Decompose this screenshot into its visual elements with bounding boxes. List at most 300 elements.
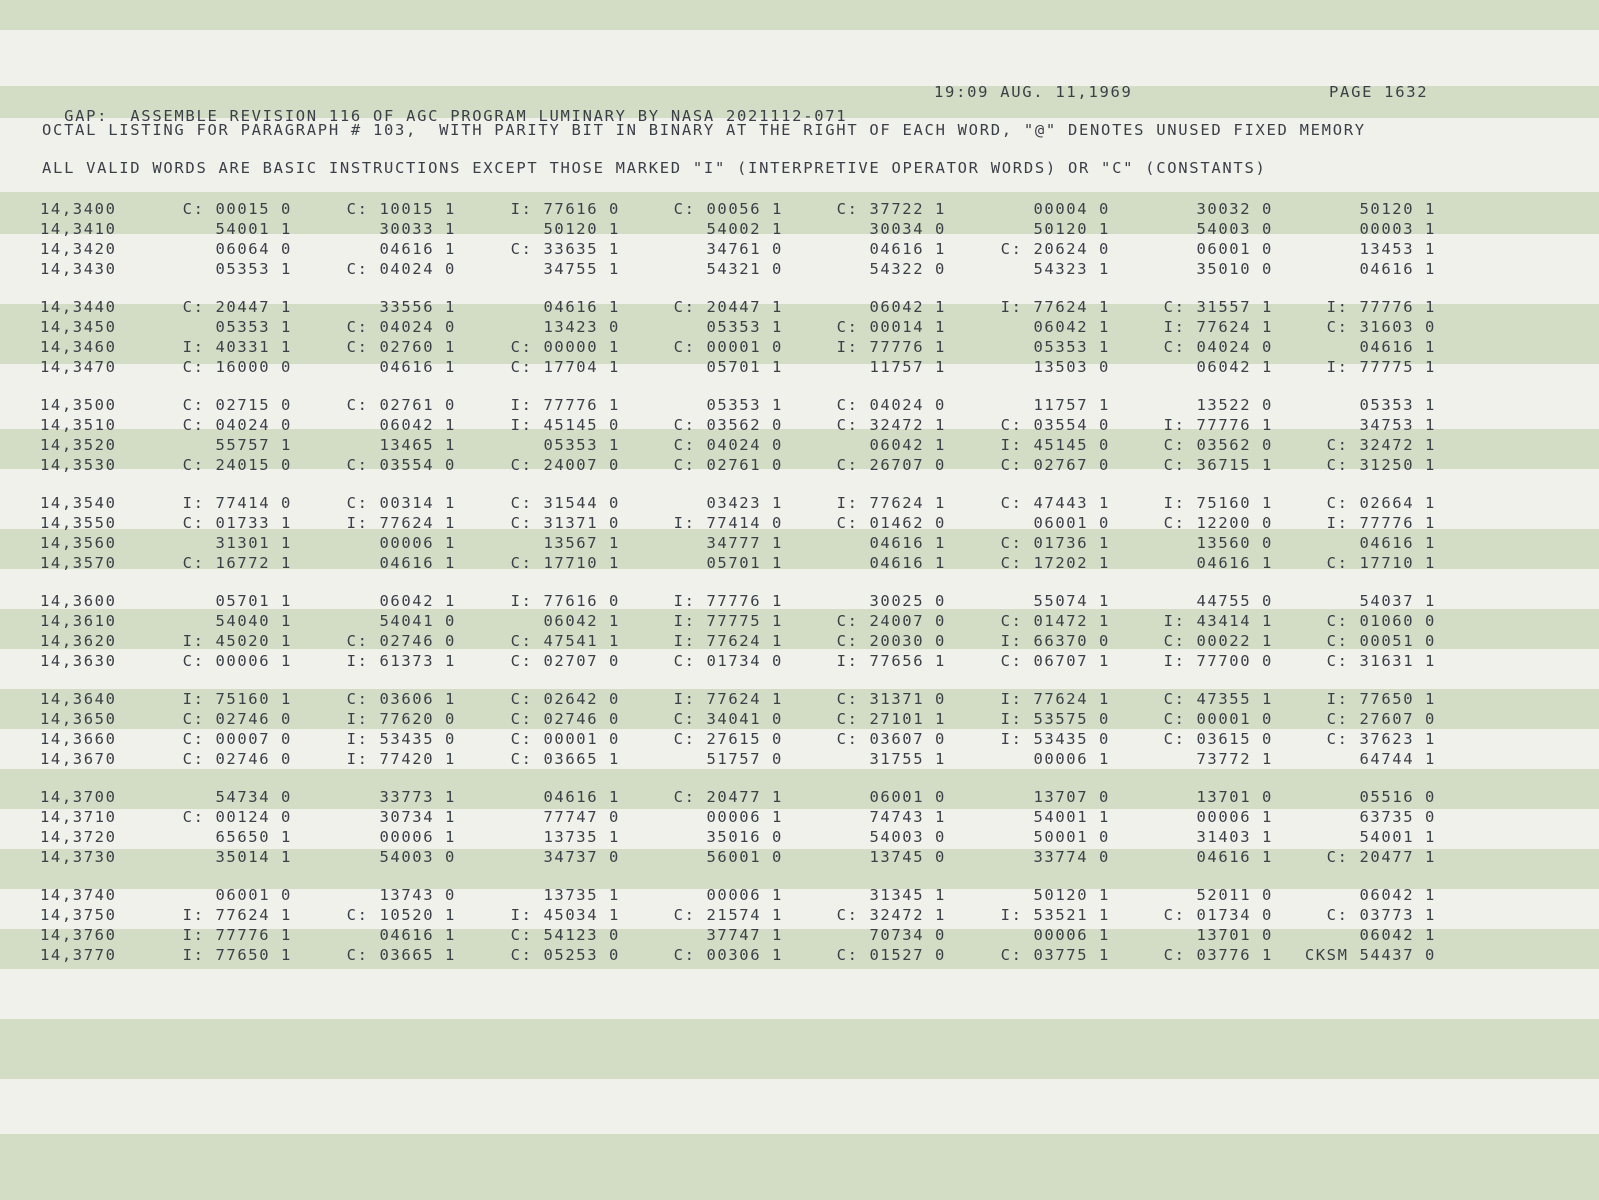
octal-word: 31755 1	[869, 750, 946, 768]
octal-word: 04616 1	[379, 358, 456, 376]
octal-word: I: 45145 0	[1000, 436, 1110, 454]
octal-word: 04616 1	[543, 788, 620, 806]
octal-word: C: 03773 1	[1326, 906, 1436, 924]
octal-word: C: 04024 0	[1163, 338, 1273, 356]
listing-row	[0, 435, 1599, 455]
octal-word: C: 20447 1	[182, 298, 292, 316]
octal-word: C: 47443 1	[1000, 494, 1110, 512]
octal-word: C: 32472 1	[836, 906, 946, 924]
octal-word: I: 77620 0	[346, 710, 456, 728]
octal-word: 06042 1	[379, 416, 456, 434]
octal-word: 73772 1	[1196, 750, 1273, 768]
octal-word: 04616 1	[1196, 554, 1273, 572]
octal-word: 30032 0	[1196, 200, 1273, 218]
listing-row	[0, 945, 1599, 965]
octal-word: I: 77624 1	[836, 494, 946, 512]
octal-word: C: 00306 1	[673, 946, 783, 964]
octal-word: I: 77414 0	[182, 494, 292, 512]
memory-address: 14,3620	[40, 632, 117, 650]
octal-word: 13743 0	[379, 886, 456, 904]
octal-word: 54002 1	[706, 220, 783, 238]
octal-word: C: 01733 1	[182, 514, 292, 532]
octal-word: C: 24007 0	[836, 612, 946, 630]
octal-word: C: 03607 0	[836, 730, 946, 748]
octal-word: C: 24007 0	[510, 456, 620, 474]
octal-word: 13453 1	[1359, 240, 1436, 258]
octal-word: C: 17710 1	[1326, 554, 1436, 572]
listing-row	[0, 553, 1599, 573]
octal-word: C: 01736 1	[1000, 534, 1110, 552]
octal-word: C: 31544 0	[510, 494, 620, 512]
octal-word: I: 40331 1	[182, 338, 292, 356]
memory-address: 14,3500	[40, 396, 117, 414]
octal-word: 33773 1	[379, 788, 456, 806]
octal-word: C: 03665 1	[346, 946, 456, 964]
octal-word: C: 02746 0	[182, 710, 292, 728]
memory-address: 14,3520	[40, 436, 117, 454]
octal-word: I: 77775 1	[673, 612, 783, 630]
memory-address: 14,3440	[40, 298, 117, 316]
octal-word: I: 45034 1	[510, 906, 620, 924]
octal-word: 13745 0	[869, 848, 946, 866]
listing-row	[0, 357, 1599, 377]
octal-word: I: 77776 1	[673, 592, 783, 610]
octal-word: 00006 1	[706, 808, 783, 826]
octal-word: 30033 1	[379, 220, 456, 238]
listing-row	[0, 199, 1599, 219]
paper-band	[0, 1019, 1599, 1079]
octal-word: I: 77650 1	[182, 946, 292, 964]
memory-address: 14,3700	[40, 788, 117, 806]
octal-word: C: 02746 0	[510, 710, 620, 728]
octal-word: C: 20477 1	[1326, 848, 1436, 866]
octal-word: I: 77700 0	[1163, 652, 1273, 670]
octal-word: C: 00001 0	[673, 338, 783, 356]
octal-word: 00003 1	[1359, 220, 1436, 238]
octal-word: 50120 1	[543, 220, 620, 238]
listing-header-line-3: ALL VALID WORDS ARE BASIC INSTRUCTIONS EXCEPT THOSE MARKED "I" (INTERPRETIVE OPERATOR WORDS) OR "C" (CONSTANTS)	[42, 159, 1267, 177]
octal-word: I: 77656 1	[836, 652, 946, 670]
octal-word: 13465 1	[379, 436, 456, 454]
memory-address: 14,3740	[40, 886, 117, 904]
listing-row	[0, 925, 1599, 945]
octal-word: 06042 1	[869, 298, 946, 316]
octal-word: C: 02760 1	[346, 338, 456, 356]
memory-address: 14,3630	[40, 652, 117, 670]
listing-row	[0, 415, 1599, 435]
memory-address: 14,3460	[40, 338, 117, 356]
octal-word: I: 77624 1	[182, 906, 292, 924]
octal-word: 13701 0	[1196, 788, 1273, 806]
octal-word: 04616 1	[1359, 338, 1436, 356]
listing-row	[0, 729, 1599, 749]
octal-word: CKSM 54437 0	[1304, 946, 1436, 964]
octal-word: C: 17704 1	[510, 358, 620, 376]
octal-word: I: 77624 1	[1000, 298, 1110, 316]
memory-address: 14,3670	[40, 750, 117, 768]
octal-word: C: 33635 1	[510, 240, 620, 258]
octal-word: 06042 1	[543, 612, 620, 630]
octal-word: 54040 1	[215, 612, 292, 630]
octal-word: I: 77776 1	[1163, 416, 1273, 434]
memory-address: 14,3420	[40, 240, 117, 258]
octal-word: C: 20447 1	[673, 298, 783, 316]
octal-word: C: 01527 0	[836, 946, 946, 964]
octal-word: 04616 1	[379, 554, 456, 572]
octal-word: 04616 1	[379, 240, 456, 258]
octal-word: 34753 1	[1359, 416, 1436, 434]
octal-word: 06064 0	[215, 240, 292, 258]
octal-word: C: 04024 0	[346, 260, 456, 278]
octal-word: C: 02664 1	[1326, 494, 1436, 512]
octal-word: C: 37722 1	[836, 200, 946, 218]
octal-word: 06001 0	[215, 886, 292, 904]
octal-word: I: 77776 1	[182, 926, 292, 944]
octal-word: I: 77616 0	[510, 200, 620, 218]
paper-band	[0, 0, 1599, 30]
octal-word: C: 31371 0	[510, 514, 620, 532]
octal-word: 54001 1	[1033, 808, 1110, 826]
octal-word: I: 77624 1	[673, 632, 783, 650]
octal-word: C: 20030 0	[836, 632, 946, 650]
octal-word: 06042 1	[1359, 886, 1436, 904]
octal-word: 30034 0	[869, 220, 946, 238]
octal-word: C: 00006 1	[182, 652, 292, 670]
memory-address: 14,3450	[40, 318, 117, 336]
octal-word: 34777 1	[706, 534, 783, 552]
listing-row	[0, 513, 1599, 533]
octal-word: 35010 0	[1196, 260, 1273, 278]
octal-word: I: 61373 1	[346, 652, 456, 670]
listing-row	[0, 905, 1599, 925]
octal-word: 04616 1	[1359, 260, 1436, 278]
octal-word: 04616 1	[1196, 848, 1273, 866]
octal-word: C: 31603 0	[1326, 318, 1436, 336]
octal-word: 50120 1	[1359, 200, 1436, 218]
octal-word: C: 20624 0	[1000, 240, 1110, 258]
listing-row	[0, 317, 1599, 337]
paper-band	[0, 969, 1599, 1019]
octal-word: C: 47541 1	[510, 632, 620, 650]
memory-address: 14,3750	[40, 906, 117, 924]
listing-row	[0, 239, 1599, 259]
octal-word: 35016 0	[706, 828, 783, 846]
octal-word: 05701 1	[706, 554, 783, 572]
octal-word: C: 04024 0	[673, 436, 783, 454]
octal-word: C: 32472 1	[836, 416, 946, 434]
octal-word: C: 02715 0	[182, 396, 292, 414]
octal-word: 50001 0	[1033, 828, 1110, 846]
octal-word: C: 00051 0	[1326, 632, 1436, 650]
octal-word: 50120 1	[1033, 886, 1110, 904]
listing-row	[0, 807, 1599, 827]
octal-word: I: 43414 1	[1163, 612, 1273, 630]
octal-word: 31301 1	[215, 534, 292, 552]
listing-row	[0, 827, 1599, 847]
octal-word: 30734 1	[379, 808, 456, 826]
assembly-title: GAP: ASSEMBLE REVISION 116 OF AGC PROGRAM LUMINARY BY NASA 2021112-071	[64, 107, 848, 125]
octal-word: 05353 1	[1033, 338, 1110, 356]
octal-word: C: 31631 1	[1326, 652, 1436, 670]
octal-word: C: 17710 1	[510, 554, 620, 572]
listing-row	[0, 259, 1599, 279]
memory-address: 14,3660	[40, 730, 117, 748]
octal-word: 50120 1	[1033, 220, 1110, 238]
octal-word: C: 01734 0	[1163, 906, 1273, 924]
listing-row	[0, 651, 1599, 671]
memory-address: 14,3410	[40, 220, 117, 238]
octal-word: 03423 1	[706, 494, 783, 512]
memory-address: 14,3720	[40, 828, 117, 846]
octal-word: 54037 1	[1359, 592, 1436, 610]
listing-row	[0, 337, 1599, 357]
octal-word: 00006 1	[1196, 808, 1273, 826]
octal-word: 13567 1	[543, 534, 620, 552]
octal-word: 13503 0	[1033, 358, 1110, 376]
octal-word: C: 01060 0	[1326, 612, 1436, 630]
octal-word: 31345 1	[869, 886, 946, 904]
octal-word: 33774 0	[1033, 848, 1110, 866]
paper-band	[0, 30, 1599, 86]
octal-word: C: 24015 0	[182, 456, 292, 474]
octal-word: 54003 0	[869, 828, 946, 846]
octal-word: C: 03554 0	[346, 456, 456, 474]
octal-word: 05701 1	[215, 592, 292, 610]
octal-word: 65650 1	[215, 828, 292, 846]
octal-word: 54003 0	[1196, 220, 1273, 238]
octal-word: 54001 1	[215, 220, 292, 238]
octal-word: 13522 0	[1196, 396, 1273, 414]
octal-word: 34737 0	[543, 848, 620, 866]
octal-word: 54734 0	[215, 788, 292, 806]
octal-word: 00004 0	[1033, 200, 1110, 218]
octal-word: C: 17202 1	[1000, 554, 1110, 572]
listing-row	[0, 787, 1599, 807]
octal-word: 05353 1	[215, 260, 292, 278]
octal-word: C: 04024 0	[346, 318, 456, 336]
octal-word: C: 10015 1	[346, 200, 456, 218]
memory-address: 14,3510	[40, 416, 117, 434]
octal-word: C: 03606 1	[346, 690, 456, 708]
memory-address: 14,3560	[40, 534, 117, 552]
octal-word: 13707 0	[1033, 788, 1110, 806]
octal-word: C: 00007 0	[182, 730, 292, 748]
octal-word: I: 77616 0	[510, 592, 620, 610]
octal-word: C: 00015 0	[182, 200, 292, 218]
octal-word: C: 27615 0	[673, 730, 783, 748]
octal-word: I: 53521 1	[1000, 906, 1110, 924]
octal-word: 00006 1	[1033, 750, 1110, 768]
octal-word: 04616 1	[869, 554, 946, 572]
octal-word: C: 34041 0	[673, 710, 783, 728]
octal-word: I: 77776 1	[836, 338, 946, 356]
octal-word: C: 04024 0	[836, 396, 946, 414]
octal-word: C: 31371 0	[836, 690, 946, 708]
listing-row	[0, 847, 1599, 867]
octal-word: 05353 1	[215, 318, 292, 336]
octal-word: 05353 1	[1359, 396, 1436, 414]
memory-address: 14,3530	[40, 456, 117, 474]
octal-word: C: 00001 0	[1163, 710, 1273, 728]
octal-word: 63735 0	[1359, 808, 1436, 826]
octal-word: C: 36715 1	[1163, 456, 1273, 474]
octal-word: C: 03615 0	[1163, 730, 1273, 748]
listing-row	[0, 297, 1599, 317]
octal-word: 30025 0	[869, 592, 946, 610]
octal-word: C: 31250 1	[1326, 456, 1436, 474]
octal-word: 00006 1	[379, 828, 456, 846]
memory-address: 14,3430	[40, 260, 117, 278]
paper-band	[0, 1079, 1599, 1134]
octal-word: C: 27101 1	[836, 710, 946, 728]
octal-word: 11757 1	[869, 358, 946, 376]
octal-word: C: 02707 0	[510, 652, 620, 670]
memory-address: 14,3570	[40, 554, 117, 572]
octal-word: 05353 1	[706, 396, 783, 414]
octal-word: C: 20477 1	[673, 788, 783, 806]
octal-word: 54001 1	[1359, 828, 1436, 846]
memory-address: 14,3550	[40, 514, 117, 532]
octal-word: 74743 1	[869, 808, 946, 826]
memory-address: 14,3710	[40, 808, 117, 826]
octal-word: I: 77624 1	[1163, 318, 1273, 336]
listing-row	[0, 493, 1599, 513]
octal-word: 54003 0	[379, 848, 456, 866]
octal-word: C: 16000 0	[182, 358, 292, 376]
listing-header-line-2: OCTAL LISTING FOR PARAGRAPH # 103, WITH PARITY BIT IN BINARY AT THE RIGHT OF EACH WORD, "@" DENOTES UNUSED FIXED MEMORY	[42, 121, 1366, 139]
octal-word: 54041 0	[379, 612, 456, 630]
octal-word: C: 02767 0	[1000, 456, 1110, 474]
octal-word: I: 75160 1	[182, 690, 292, 708]
octal-word: 54322 0	[869, 260, 946, 278]
octal-word: 54323 1	[1033, 260, 1110, 278]
octal-word: 04616 1	[869, 240, 946, 258]
octal-word: C: 01734 0	[673, 652, 783, 670]
octal-word: C: 03775 1	[1000, 946, 1110, 964]
octal-word: C: 03562 0	[673, 416, 783, 434]
octal-word: I: 77776 1	[510, 396, 620, 414]
octal-word: C: 04024 0	[182, 416, 292, 434]
octal-word: 37747 1	[706, 926, 783, 944]
octal-word: I: 45020 1	[182, 632, 292, 650]
octal-word: 00006 1	[379, 534, 456, 552]
octal-word: 13701 0	[1196, 926, 1273, 944]
octal-word: C: 03562 0	[1163, 436, 1273, 454]
octal-word: C: 00014 1	[836, 318, 946, 336]
listing-row	[0, 631, 1599, 651]
memory-address: 14,3640	[40, 690, 117, 708]
octal-word: 11757 1	[1033, 396, 1110, 414]
octal-word: 55757 1	[215, 436, 292, 454]
octal-word: I: 77776 1	[1326, 514, 1436, 532]
octal-word: C: 21574 1	[673, 906, 783, 924]
octal-word: 70734 0	[869, 926, 946, 944]
octal-word: C: 05253 0	[510, 946, 620, 964]
memory-address: 14,3400	[40, 200, 117, 218]
memory-address: 14,3730	[40, 848, 117, 866]
octal-word: I: 53435 0	[1000, 730, 1110, 748]
octal-word: C: 02746 0	[346, 632, 456, 650]
memory-address: 14,3540	[40, 494, 117, 512]
octal-word: 00006 1	[706, 886, 783, 904]
octal-word: 13423 0	[543, 318, 620, 336]
octal-word: 44755 0	[1196, 592, 1273, 610]
octal-word: 13735 1	[543, 886, 620, 904]
octal-word: I: 77650 1	[1326, 690, 1436, 708]
octal-word: 06042 1	[869, 436, 946, 454]
octal-word: 04616 1	[1359, 534, 1436, 552]
octal-word: C: 27607 0	[1326, 710, 1436, 728]
listing-header-line-1	[42, 80, 1462, 125]
octal-word: C: 02746 0	[182, 750, 292, 768]
octal-word: C: 47355 1	[1163, 690, 1273, 708]
memory-address: 14,3650	[40, 710, 117, 728]
octal-word: C: 02761 0	[346, 396, 456, 414]
page-number: PAGE 1632	[1329, 83, 1429, 101]
octal-word: C: 02761 0	[673, 456, 783, 474]
octal-word: 06001 0	[1033, 514, 1110, 532]
octal-word: C: 01472 1	[1000, 612, 1110, 630]
octal-word: 05353 1	[706, 318, 783, 336]
octal-word: 04616 1	[379, 926, 456, 944]
octal-word: 06001 0	[869, 788, 946, 806]
listing-row	[0, 395, 1599, 415]
octal-word: 31403 1	[1196, 828, 1273, 846]
octal-word: I: 53575 0	[1000, 710, 1110, 728]
octal-word: C: 03554 0	[1000, 416, 1110, 434]
octal-word: C: 00022 1	[1163, 632, 1273, 650]
octal-word: 00006 1	[1033, 926, 1110, 944]
listing-row	[0, 591, 1599, 611]
listing-row	[0, 689, 1599, 709]
octal-word: C: 06707 1	[1000, 652, 1110, 670]
octal-word: C: 03665 1	[510, 750, 620, 768]
octal-word: 06042 1	[1033, 318, 1110, 336]
octal-word: 06042 1	[1196, 358, 1273, 376]
octal-word: I: 77624 1	[673, 690, 783, 708]
octal-word: 52011 0	[1196, 886, 1273, 904]
octal-word: C: 00000 1	[510, 338, 620, 356]
octal-word: 04616 1	[869, 534, 946, 552]
listing-row	[0, 611, 1599, 631]
listing-row	[0, 219, 1599, 239]
octal-word: I: 77775 1	[1326, 358, 1436, 376]
octal-word: C: 00314 1	[346, 494, 456, 512]
octal-word: 13735 1	[543, 828, 620, 846]
listing-row	[0, 533, 1599, 553]
memory-address: 14,3470	[40, 358, 117, 376]
memory-address: 14,3770	[40, 946, 117, 964]
octal-word: 05353 1	[543, 436, 620, 454]
octal-word: 13560 0	[1196, 534, 1273, 552]
octal-word: I: 77420 1	[346, 750, 456, 768]
octal-word: 55074 1	[1033, 592, 1110, 610]
octal-word: C: 03776 1	[1163, 946, 1273, 964]
octal-word: 34755 1	[543, 260, 620, 278]
octal-word: C: 01462 0	[836, 514, 946, 532]
octal-word: 56001 0	[706, 848, 783, 866]
listing-row	[0, 885, 1599, 905]
listing-row	[0, 455, 1599, 475]
octal-word: I: 77624 1	[1000, 690, 1110, 708]
octal-word: 06042 1	[379, 592, 456, 610]
octal-word: C: 00001 0	[510, 730, 620, 748]
octal-word: 06001 0	[1196, 240, 1273, 258]
octal-word: 35014 1	[215, 848, 292, 866]
paper-band	[0, 1134, 1599, 1200]
octal-word: 77747 0	[543, 808, 620, 826]
octal-word: C: 31557 1	[1163, 298, 1273, 316]
